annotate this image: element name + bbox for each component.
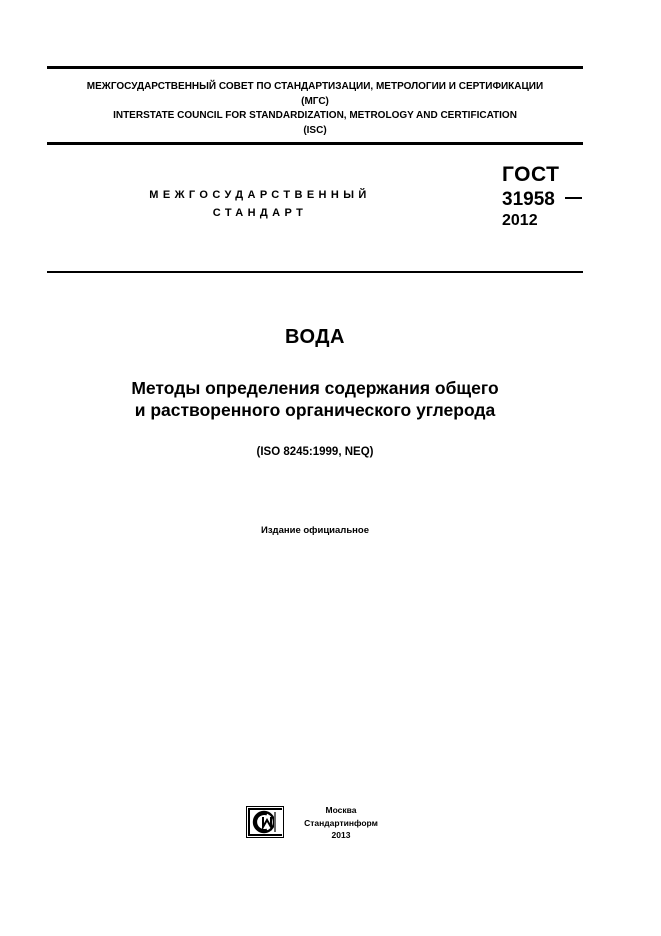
- standartinform-logo-icon: [246, 806, 284, 838]
- publisher-year: 2013: [331, 830, 351, 840]
- council-name-ru: МЕЖГОСУДАРСТВЕННЫЙ СОВЕТ ПО СТАНДАРТИЗАЦИИ, МЕТРОЛОГИИ И СЕРТИФИКАЦИИ: [86, 81, 544, 92]
- publisher-info: [296, 804, 386, 842]
- standard-type: [110, 186, 410, 222]
- council-name-en: INTERSTATE COUNCIL FOR STANDARDIZATION, METROLOGY AND CERTIFICATION: [113, 110, 517, 121]
- iso-reference: (ISO 8245:1999, NEQ): [256, 446, 374, 458]
- standard-rule: [47, 271, 583, 273]
- publisher-city: Москва: [325, 805, 357, 815]
- subtitle-line1: Методы определения содержания общего: [131, 378, 499, 398]
- document-subtitle: [0, 377, 630, 421]
- edition-note: Издание официальное: [261, 525, 369, 536]
- document-title: ВОДА: [285, 326, 345, 348]
- publisher-name: Стандартинформ: [304, 817, 378, 828]
- council-abbr-en: (ISC): [303, 124, 327, 136]
- council-header: [48, 80, 582, 138]
- gost-designation: [502, 164, 559, 229]
- logo-graphic: [246, 806, 284, 838]
- standard-type-line1: МЕЖГОСУДАРСТВЕННЫЙ: [149, 189, 371, 201]
- top-rule: [47, 66, 583, 69]
- header-rule: [47, 142, 583, 145]
- council-abbr-ru: (МГС): [301, 95, 329, 107]
- gost-label: ГОСТ: [502, 163, 560, 186]
- gost-number: 31958: [502, 189, 555, 210]
- gost-number-line: [502, 190, 559, 209]
- gost-year: 2012: [502, 212, 538, 229]
- subtitle-line2: и растворенного органического углерода: [134, 400, 496, 420]
- standard-type-line2: СТАНДАРТ: [212, 207, 308, 219]
- gost-dash: [565, 197, 582, 199]
